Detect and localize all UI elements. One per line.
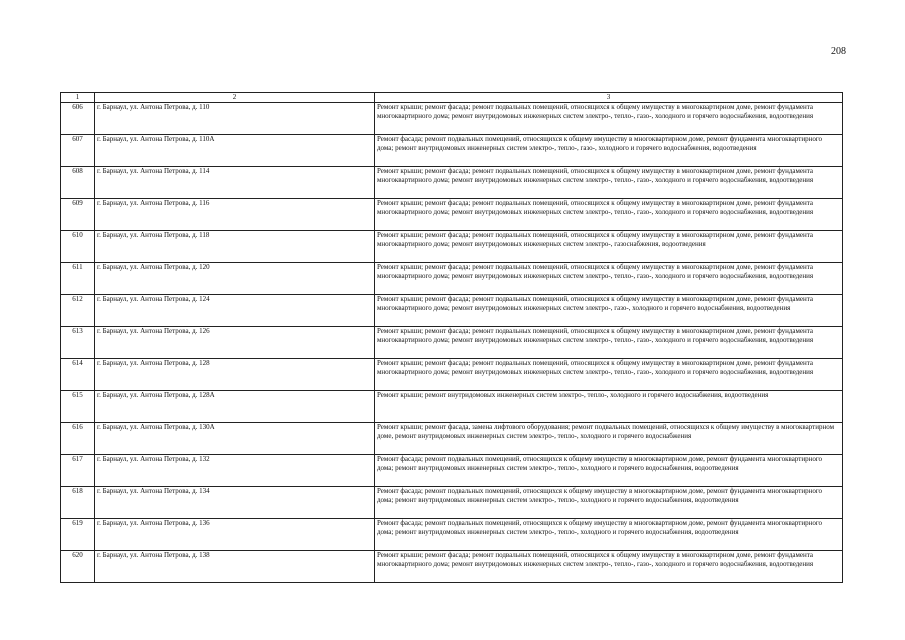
- row-address: г. Барнаул, ул. Антона Петрова, д. 136: [95, 519, 375, 551]
- table-row: [61, 519, 843, 551]
- row-address: г. Барнаул, ул. Антона Петрова, д. 110: [95, 103, 375, 135]
- table-row: [61, 551, 843, 583]
- table-row: [61, 423, 843, 455]
- table-row: [61, 135, 843, 167]
- row-address: г. Барнаул, ул. Антона Петрова, д. 124: [95, 295, 375, 327]
- table-row: [61, 167, 843, 199]
- row-address: г. Барнаул, ул. Антона Петрова, д. 110А: [95, 135, 375, 167]
- table-row: [61, 199, 843, 231]
- header-col-2: 2: [95, 93, 375, 103]
- row-works: Ремонт крыши; ремонт фасада; ремонт подвальных помещений, относящихся к общему имуществу в многоквартирном доме, ремонт фундамента многоквартирного дома; ремонт внутридомовых инженерных систем электро-, тепло-, газо-, холодного и горячего водоснабжения, водоотведения: [375, 103, 843, 135]
- table-row: [61, 103, 843, 135]
- repair-schedule-table: [60, 92, 843, 583]
- row-works: Ремонт фасада; ремонт подвальных помещений, относящихся к общему имуществу в многоквартирном доме, ремонт фундамента многоквартирного дома; ремонт внутридомовых инженерных систем электро-, тепло-, газо-, холодного и горячего водоснабжения, водоотведения: [375, 135, 843, 167]
- row-works: Ремонт крыши; ремонт фасада; ремонт подвальных помещений, относящихся к общему имуществу в многоквартирном доме, ремонт фундамента многоквартирного дома; ремонт внутридомовых инженерных систем электро-, тепло-, газо-, холодного и горячего водоснабжения, водоотведения: [375, 551, 843, 583]
- row-works: Ремонт крыши; ремонт фасада; ремонт подвальных помещений, относящихся к общему имуществу в многоквартирном доме, ремонт фундамента многоквартирного дома; ремонт внутридомовых инженерных систем электро-, тепло-, газо-, холодного и горячего водоснабжения, водоотведения: [375, 199, 843, 231]
- row-number: 606: [61, 103, 95, 135]
- row-works: Ремонт фасада; ремонт подвальных помещений, относящихся к общему имуществу в многоквартирном доме, ремонт фундамента многоквартирного дома; ремонт внутридомовых инженерных систем электро-, тепло-, холодного и горячего водоснабжения, водоотведения: [375, 519, 843, 551]
- row-number: 611: [61, 263, 95, 295]
- row-address: г. Барнаул, ул. Антона Петрова, д. 126: [95, 327, 375, 359]
- table-row: [61, 295, 843, 327]
- row-works: Ремонт крыши; ремонт фасада; ремонт подвальных помещений, относящихся к общему имуществу в многоквартирном доме, ремонт фундамента многоквартирного дома; ремонт внутридомовых инженерных систем электро-, газо-, холодного и горячего водоснабжения, водоотведения: [375, 295, 843, 327]
- row-address: г. Барнаул, ул. Антона Петрова, д. 128А: [95, 391, 375, 423]
- row-works: Ремонт фасада; ремонт подвальных помещений, относящихся к общему имуществу в многоквартирном доме, ремонт фундамента многоквартирного дома; ремонт внутридомовых инженерных систем электро-, тепло-, холодного и горячего водоснабжения, водоотведения: [375, 455, 843, 487]
- table-row: [61, 231, 843, 263]
- row-address: г. Барнаул, ул. Антона Петрова, д. 130А: [95, 423, 375, 455]
- row-number: 620: [61, 551, 95, 583]
- row-works: Ремонт крыши; ремонт фасада; ремонт подвальных помещений, относящихся к общему имуществу в многоквартирном доме, ремонт фундамента многоквартирного дома; ремонт внутридомовых инженерных систем электро-, тепло-, газо-, холодного и горячего водоснабжения, водоотведения: [375, 263, 843, 295]
- table-row: [61, 391, 843, 423]
- row-works: Ремонт крыши; ремонт фасада; ремонт подвальных помещений, относящихся к общему имуществу в многоквартирном доме, ремонт фундамента многоквартирного дома; ремонт внутридомовых инженерных систем электро-, тепло-, газо-, холодного и горячего водоснабжения, водоотведения: [375, 327, 843, 359]
- table-row: [61, 487, 843, 519]
- row-works: Ремонт фасада; ремонт подвальных помещений, относящихся к общему имуществу в многоквартирном доме, ремонт фундамента многоквартирного дома; ремонт внутридомовых инженерных систем электро-, тепло-, холодного и горячего водоснабжения, водоотведения: [375, 487, 843, 519]
- header-col-1: 1: [61, 93, 95, 103]
- row-address: г. Барнаул, ул. Антона Петрова, д. 116: [95, 199, 375, 231]
- page-number: 208: [831, 46, 846, 57]
- row-number: 612: [61, 295, 95, 327]
- row-number: 619: [61, 519, 95, 551]
- row-number: 610: [61, 231, 95, 263]
- row-number: 607: [61, 135, 95, 167]
- row-works: Ремонт крыши; ремонт фасада; ремонт подвальных помещений, относящихся к общему имуществу в многоквартирном доме, ремонт фундамента многоквартирного дома; ремонт внутридомовых инженерных систем электро-, тепло-, газо-, холодного и горячего водоснабжения, водоотведения: [375, 167, 843, 199]
- table-row: [61, 359, 843, 391]
- row-works: Ремонт крыши; ремонт внутридомовых инженерных систем электро-, тепло-, холодного и горячего водоснабжения, водоотведения: [375, 391, 843, 423]
- row-works: Ремонт крыши; ремонт фасада; ремонт подвальных помещений, относящихся к общему имуществу в многоквартирном доме, ремонт фундамента многоквартирного дома; ремонт внутридомовых инженерных систем электро-, тепло-, газо-, холодного и горячего водоснабжения, водоотведения: [375, 359, 843, 391]
- row-works: Ремонт крыши; ремонт фасада, замена лифтового оборудования; ремонт подвальных помещений, относящихся к общему имуществу в многоквартирном доме, ремонт внутридомовых инженерных систем электро-, тепло-, холодного и горячего водоснабжения: [375, 423, 843, 455]
- row-address: г. Барнаул, ул. Антона Петрова, д. 138: [95, 551, 375, 583]
- row-number: 608: [61, 167, 95, 199]
- row-address: г. Барнаул, ул. Антона Петрова, д. 118: [95, 231, 375, 263]
- header-col-3: 3: [375, 93, 843, 103]
- row-number: 613: [61, 327, 95, 359]
- table-row: [61, 455, 843, 487]
- row-address: г. Барнаул, ул. Антона Петрова, д. 128: [95, 359, 375, 391]
- row-address: г. Барнаул, ул. Антона Петрова, д. 134: [95, 487, 375, 519]
- row-number: 614: [61, 359, 95, 391]
- row-number: 609: [61, 199, 95, 231]
- table-header: [61, 93, 843, 103]
- row-address: г. Барнаул, ул. Антона Петрова, д. 120: [95, 263, 375, 295]
- row-number: 618: [61, 487, 95, 519]
- table-body: [61, 103, 843, 583]
- row-number: 615: [61, 391, 95, 423]
- row-address: г. Барнаул, ул. Антона Петрова, д. 114: [95, 167, 375, 199]
- row-works: Ремонт крыши; ремонт фасада; ремонт подвальных помещений, относящихся к общему имуществу в многоквартирном доме, ремонт фундамента многоквартирного дома; ремонт внутридомовых инженерных систем электро-, газоснабжения, водоотведения: [375, 231, 843, 263]
- row-address: г. Барнаул, ул. Антона Петрова, д. 132: [95, 455, 375, 487]
- row-number: 617: [61, 455, 95, 487]
- header-row: [61, 93, 843, 103]
- table-row: [61, 263, 843, 295]
- row-number: 616: [61, 423, 95, 455]
- table-row: [61, 327, 843, 359]
